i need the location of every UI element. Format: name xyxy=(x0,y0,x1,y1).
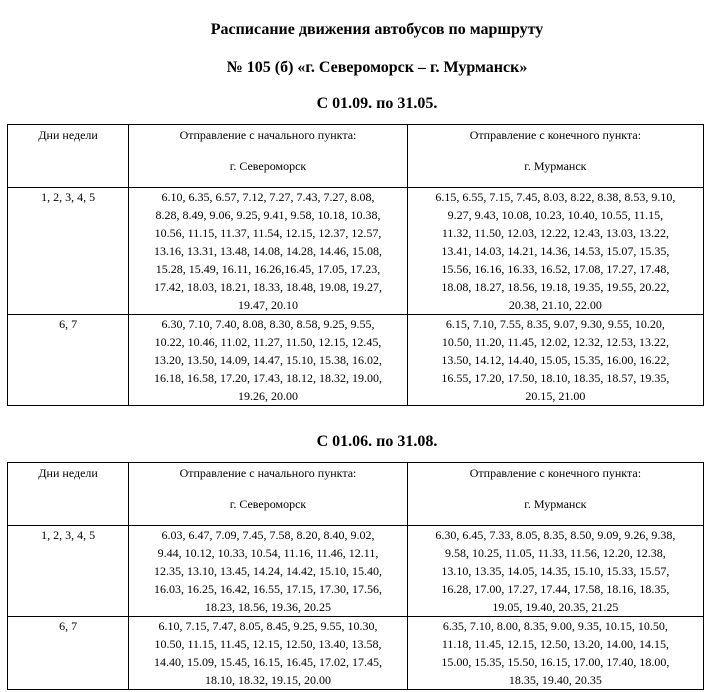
table-row xyxy=(8,617,704,690)
start-times-cell xyxy=(129,526,408,617)
table-row xyxy=(8,315,704,406)
start-times-cell xyxy=(129,617,408,690)
time-line: 19.26, 20.00 xyxy=(238,389,298,403)
time-line: 18.08, 18.27, 18.56, 19.18, 19.35, 19.55, 20.22, xyxy=(441,280,670,294)
days-cell: 1, 2, 3, 4, 5 xyxy=(8,526,129,617)
time-line: 6.03, 6.47, 7.09, 7.45, 7.58, 8.20, 8.40, 9.02, xyxy=(161,528,375,542)
time-line: 18.10, 18.32, 19.15, 20.00 xyxy=(205,673,331,687)
time-line: 6.30, 7.10, 7.40, 8.08, 8.30, 8.58, 9.25, 9.55, xyxy=(161,317,375,331)
table-row xyxy=(8,188,704,315)
days-column-header: Дни недели xyxy=(8,125,129,188)
time-line: 10.50, 11.15, 11.45, 12.15, 12.50, 13.40, 13.58, xyxy=(154,637,382,651)
time-line: 13.41, 14.03, 14.21, 14.36, 14.53, 15.07, 15.35, xyxy=(441,244,670,258)
schedule-table-winter xyxy=(7,124,704,406)
document-title-line2: № 105 (б) «г. Североморск – г. Мурманск» xyxy=(226,59,528,76)
time-line: 13.20, 13.50, 14.09, 14.47, 15.10, 15.38, 16.02, xyxy=(154,353,382,367)
days-cell: 1, 2, 3, 4, 5 xyxy=(8,188,129,315)
time-line: 19.47, 20.10 xyxy=(238,298,298,312)
end-column-header: Отправление с конечного пункта: г. Мурманск xyxy=(407,125,703,188)
end-times-cell xyxy=(407,617,703,690)
start-column-header: Отправление с начального пункта: г. Североморск xyxy=(129,463,408,526)
time-line: 12.35, 13.10, 13.45, 14.24, 14.42, 15.10, 15.40, xyxy=(154,564,382,578)
time-line: 15.56, 16.16, 16.33, 16.52, 17.08, 17.27, 17.48, xyxy=(441,262,670,276)
end-times-cell xyxy=(407,526,703,617)
start-column-header: Отправление с начального пункта: г. Североморск xyxy=(129,125,408,188)
time-line: 17.42, 18.03, 18.21, 18.33, 18.48, 19.08, 19.27, xyxy=(154,280,382,294)
time-line: 14.40, 15.09, 15.45, 16.15, 16.45, 17.02, 17.45, xyxy=(154,655,382,669)
time-line: 11.18, 11.45, 12.15, 12.50, 13.20, 14.00, 14.15, xyxy=(441,637,669,651)
time-line: 13.50, 14.12, 14.40, 15.05, 15.35, 16.00, 16.22, xyxy=(441,353,670,367)
time-line: 6.10, 6.35, 6.57, 7.12, 7.27, 7.43, 7.27, 8.08, xyxy=(161,190,375,204)
time-line: 13.10, 13.35, 14.05, 14.35, 15.10, 15.33, 15.57, xyxy=(441,564,670,578)
time-line: 15.28, 15.49, 16.11, 16.26,16.45, 17.05, 17.23, xyxy=(155,262,381,276)
time-line: 10.50, 11.20, 11.45, 12.02, 12.32, 12.53, 13.22, xyxy=(441,335,669,349)
time-line: 13.16, 13.31, 13.48, 14.08, 14.28, 14.46, 15.08, xyxy=(154,244,382,258)
schedule-table-summer xyxy=(7,462,704,690)
table-header-row xyxy=(8,463,704,526)
time-line: 9.58, 10.25, 11.05, 11.33, 11.56, 12.20, 12.38, xyxy=(445,546,666,560)
time-line: 18.23, 18.56, 19.36, 20.25 xyxy=(205,600,331,614)
days-column-header: Дни недели xyxy=(8,463,129,526)
table-row xyxy=(8,526,704,617)
time-line: 18.35, 19.40, 20.35 xyxy=(508,673,602,687)
time-line: 20.15, 21.00 xyxy=(525,389,586,403)
time-line: 6.35, 7.10, 8.00, 8.35, 9.00, 9.35, 10.15, 10.50, xyxy=(442,619,668,633)
time-line: 16.18, 16.58, 17.20, 17.43, 18.12, 18.32, 19.00, xyxy=(154,371,382,385)
time-line: 11.32, 11.50, 12.03, 12.22, 12.43, 13.03, 13.22, xyxy=(441,226,669,240)
time-line: 10.22, 10.46, 11.02, 11.27, 11.50, 12.15, 12.45, xyxy=(154,335,382,349)
time-line: 16.03, 16.25, 16.42, 16.55, 17.15, 17.30, 17.56, xyxy=(154,582,382,596)
end-times-cell xyxy=(407,188,703,315)
time-line: 20.38, 21.10, 22.00 xyxy=(508,298,602,312)
end-column-header: Отправление с конечного пункта: г. Мурманск xyxy=(407,463,703,526)
time-line: 16.28, 17.00, 17.27, 17.44, 17.58, 18.16, 18.35, xyxy=(441,582,670,596)
time-line: 9.27, 9.43, 10.08, 10.23, 10.40, 10.55, 11.15, xyxy=(447,208,664,222)
period-heading-winter: С 01.09. по 31.05. xyxy=(316,95,438,112)
days-cell: 6, 7 xyxy=(8,617,129,690)
time-line: 6.10, 7.15, 7.47, 8.05, 8.45, 9.25, 9.55, 10.30, xyxy=(158,619,378,633)
time-line: 8.28, 8.49, 9.06, 9.25, 9.41, 9.58, 10.18, 10.38, xyxy=(155,208,381,222)
time-line: 6.15, 7.10, 7.55, 8.35, 9.07, 9.30, 9.55, 10.20, xyxy=(445,317,665,331)
start-times-cell xyxy=(129,315,408,406)
time-line: 9.44, 10.12, 10.33, 10.54, 11.16, 11.46, 12.11, xyxy=(157,546,379,560)
document-title-line1: Расписание движения автобусов по маршруту xyxy=(210,21,544,38)
time-line: 15.00, 15.35, 15.50, 16.15, 17.00, 17.40, 18.00, xyxy=(441,655,670,669)
start-times-cell xyxy=(129,188,408,315)
time-line: 6.30, 6.45, 7.33, 8.05, 8.35, 8.50, 9.09, 9.26, 9.38, xyxy=(435,528,676,542)
time-line: 19.05, 19.40, 20.35, 21.25 xyxy=(492,600,619,614)
end-times-cell xyxy=(407,315,703,406)
time-line: 16.55, 17.20, 17.50, 18.10, 18.35, 18.57, 19.35, xyxy=(441,371,670,385)
time-line: 6.15, 6.55, 7.15, 7.45, 8.03, 8.22, 8.38, 8.53, 9.10, xyxy=(435,190,676,204)
days-cell: 6, 7 xyxy=(8,315,129,406)
time-line: 10.56, 11.15, 11.37, 11.54, 12.15, 12.37, 12.57, xyxy=(154,226,382,240)
table-header-row xyxy=(8,125,704,188)
period-heading-summer: С 01.06. по 31.08. xyxy=(316,433,438,450)
